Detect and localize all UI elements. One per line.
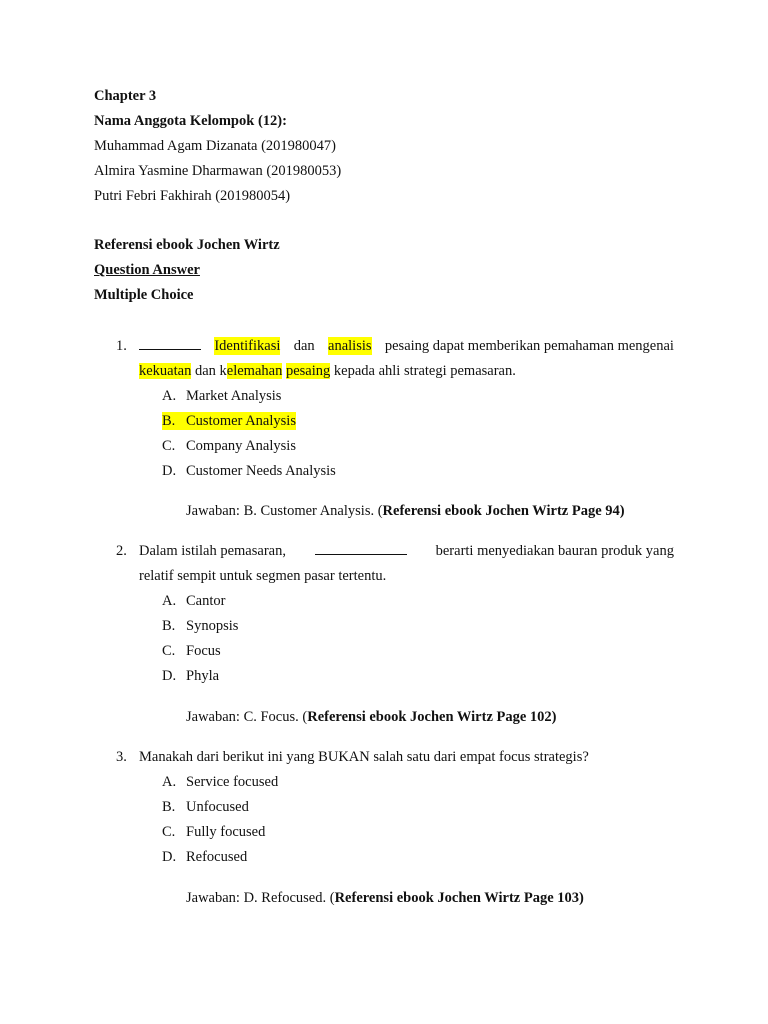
text-fragment: kepada ahli strategi pemasaran. bbox=[333, 363, 516, 379]
question-line: relatif sempit untuk segmen pasar tertentu. bbox=[139, 568, 387, 584]
option-text: Unfocused bbox=[186, 799, 249, 815]
answer-blank bbox=[315, 542, 407, 555]
option-text: Fully focused bbox=[186, 824, 266, 840]
option-text: Market Analysis bbox=[186, 388, 282, 404]
member-2: Almira Yasmine Dharmawan (201980053) bbox=[94, 163, 342, 179]
option-text: Company Analysis bbox=[186, 438, 296, 454]
highlighted-word: elemahan bbox=[226, 363, 283, 379]
answer-blank bbox=[139, 337, 201, 350]
reference-title: Referensi ebook Jochen Wirtz bbox=[94, 237, 280, 253]
question-number: 2. bbox=[116, 543, 127, 559]
option-letter: A. bbox=[162, 774, 177, 790]
answer-reference: Referensi ebook Jochen Wirtz Page 103) bbox=[334, 890, 584, 906]
option-letter: A. bbox=[162, 388, 177, 404]
highlighted-word: pesaing bbox=[285, 363, 331, 379]
section-subtitle: Multiple Choice bbox=[94, 287, 194, 303]
answer-line bbox=[186, 502, 625, 520]
option-letter: A. bbox=[162, 593, 177, 609]
option-letter: D. bbox=[162, 463, 177, 479]
question-line bbox=[139, 542, 674, 560]
text-fragment: berarti menyediakan bauran produk yang bbox=[435, 543, 674, 559]
option-letter: C. bbox=[162, 824, 176, 840]
highlighted-word: kekuatan bbox=[139, 363, 192, 379]
option-text: Phyla bbox=[186, 668, 220, 684]
option-letter: B. bbox=[162, 799, 176, 815]
highlighted-word: Identifikasi bbox=[214, 338, 281, 354]
text-fragment: dan k bbox=[194, 363, 227, 379]
member-1: Muhammad Agam Dizanata (201980047) bbox=[94, 138, 337, 154]
option-text: Customer Needs Analysis bbox=[186, 463, 336, 479]
option-letter: C. bbox=[162, 643, 176, 659]
option-text: Service focused bbox=[186, 774, 279, 790]
question-number: 3. bbox=[116, 749, 127, 765]
question-line bbox=[139, 337, 674, 355]
answer-reference: Referensi ebook Jochen Wirtz Page 94) bbox=[382, 503, 625, 519]
option-letter: B. bbox=[162, 618, 176, 634]
answer-line bbox=[186, 889, 584, 907]
text-fragment: Dalam istilah pemasaran, bbox=[139, 543, 286, 559]
option-letter: B. bbox=[162, 412, 186, 430]
option-text: Focus bbox=[186, 643, 221, 659]
option-text: Cantor bbox=[186, 593, 226, 609]
answer-text: Jawaban: B. Customer Analysis. ( bbox=[186, 503, 383, 519]
highlighted-word: analisis bbox=[328, 338, 372, 354]
answer-reference: Referensi ebook Jochen Wirtz Page 102) bbox=[307, 709, 557, 725]
option-text: Refocused bbox=[186, 849, 248, 865]
text-fragment: pesaing dapat memberikan pemahaman mengenai bbox=[384, 338, 674, 354]
answer-line bbox=[186, 708, 557, 726]
option-text: Synopsis bbox=[186, 618, 239, 634]
answer-text: Jawaban: C. Focus. ( bbox=[186, 709, 308, 725]
answer-text: Jawaban: D. Refocused. ( bbox=[186, 890, 335, 906]
option-letter: D. bbox=[162, 668, 177, 684]
question-number: 1. bbox=[116, 338, 127, 354]
option-letter: C. bbox=[162, 438, 176, 454]
group-label: Nama Anggota Kelompok (12): bbox=[94, 113, 287, 129]
question-line bbox=[139, 362, 516, 380]
option-letter: D. bbox=[162, 849, 177, 865]
option-text-correct: Customer Analysis bbox=[186, 413, 296, 429]
question-line: Manakah dari berikut ini yang BUKAN salah satu dari empat focus strategis? bbox=[139, 749, 589, 765]
member-3: Putri Febri Fakhirah (201980054) bbox=[94, 188, 291, 204]
text-fragment: dan bbox=[293, 338, 315, 354]
section-title: Question Answer bbox=[94, 262, 200, 278]
chapter-title: Chapter 3 bbox=[94, 88, 157, 104]
